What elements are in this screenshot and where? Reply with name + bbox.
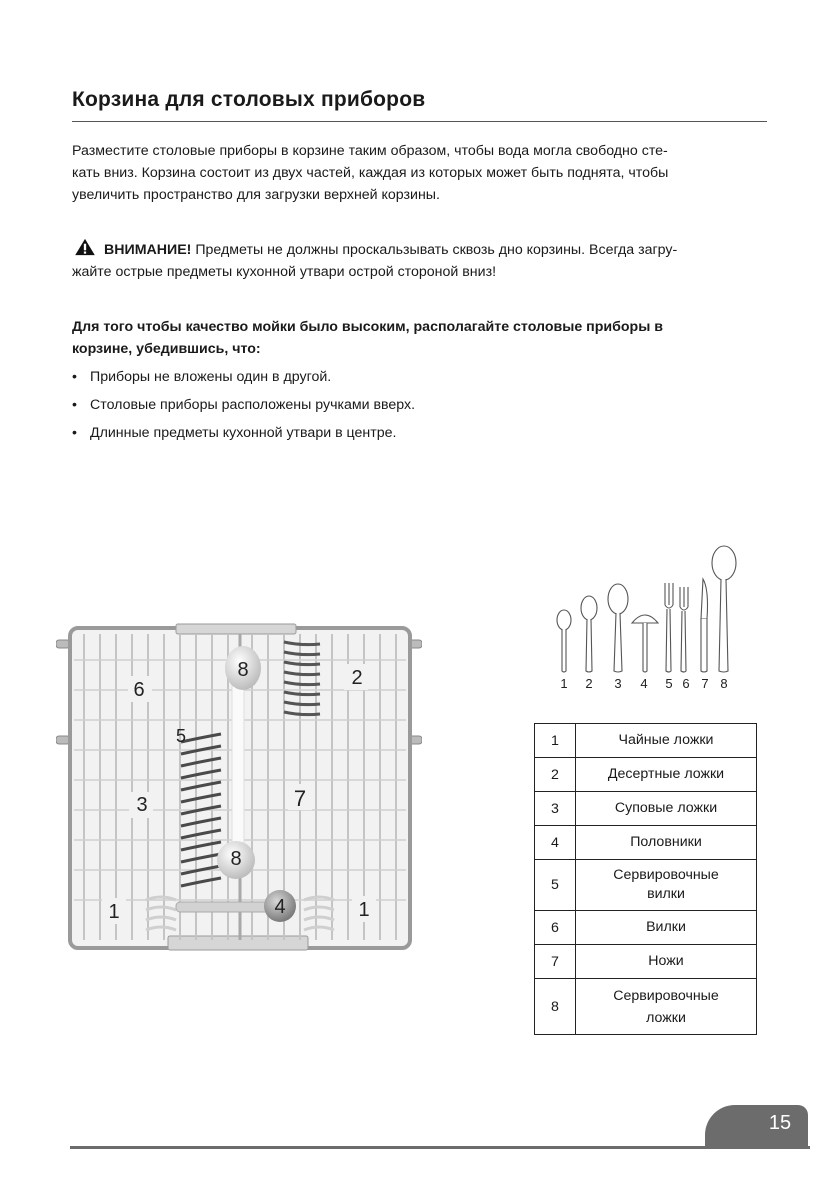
legend-number: 1: [535, 724, 576, 758]
legend-label: [576, 979, 757, 1035]
cutlery-number: 4: [640, 676, 648, 691]
bold-intro-line: корзине, убедившись, что:: [72, 341, 261, 357]
table-row: [535, 945, 757, 979]
list-item: [72, 366, 415, 394]
intro-line: увеличить пространство для загрузки верхней корзины.: [72, 187, 440, 203]
table-row: [535, 758, 757, 792]
warning-icon: [72, 238, 98, 256]
bold-intro: [72, 316, 772, 360]
cutlery-legend-table: [534, 723, 757, 1035]
legend-number: 2: [535, 758, 576, 792]
warning-line-1: [72, 238, 772, 261]
cutlery-number: 3: [614, 676, 622, 691]
cutlery-number: 7: [701, 676, 709, 691]
bullet-mark: •: [72, 397, 77, 413]
basket-label-1-left: 1: [108, 901, 120, 923]
legend-number: 3: [535, 792, 576, 826]
legend-label: Половники: [576, 826, 757, 860]
basket-label-5: 5: [175, 726, 187, 746]
list-item: [72, 394, 415, 422]
warning-block: [72, 238, 772, 283]
legend-label: Ножи: [576, 945, 757, 979]
basket-label-6: 6: [133, 679, 145, 701]
table-row: [535, 826, 757, 860]
basket-label-1-right: 1: [358, 899, 370, 921]
legend-label: [576, 860, 757, 911]
cutlery-basket-illustration: [56, 620, 422, 956]
warning-text: Предметы не должны проскальзывать сквозь дно корзины. Всегда загру-: [191, 242, 678, 258]
page-title: Корзина для столовых приборов: [72, 88, 426, 111]
bullet-list: [72, 366, 415, 450]
warning-label: ВНИМАНИЕ!: [104, 242, 192, 258]
list-item-text: Приборы не вложены один в другой.: [90, 369, 332, 385]
basket-label-4: 4: [274, 896, 286, 918]
legend-label-line: ложки: [646, 1009, 686, 1026]
cutlery-number: 1: [560, 676, 568, 691]
legend-number: 5: [535, 860, 576, 911]
basket-label-8-bottom: 8: [230, 848, 242, 870]
legend-label-line: Сервировочные: [613, 867, 719, 883]
footer-divider: [70, 1146, 810, 1149]
table-row: [535, 860, 757, 911]
title-divider: [72, 121, 767, 122]
legend-label: Суповые ложки: [576, 792, 757, 826]
cutlery-number: 5: [665, 676, 673, 691]
basket-label-7: 7: [293, 786, 307, 811]
table-row: [535, 724, 757, 758]
bullet-mark: •: [72, 369, 77, 385]
intro-paragraph: [72, 140, 762, 206]
bold-intro-line: Для того чтобы качество мойки было высоким, располагайте столовые приборы в: [72, 319, 664, 335]
table-row: [535, 911, 757, 945]
legend-number: 7: [535, 945, 576, 979]
legend-label: Чайные ложки: [576, 724, 757, 758]
legend-label: Десертные ложки: [576, 758, 757, 792]
legend-label-line: Сервировочные: [613, 987, 719, 1004]
legend-number: 6: [535, 911, 576, 945]
basket-label-8-top: 8: [237, 659, 249, 681]
basket-label-2: 2: [351, 667, 363, 689]
legend-number: 8: [535, 979, 576, 1035]
list-item-text: Столовые приборы расположены ручками вверх.: [90, 397, 416, 413]
legend-label: Вилки: [576, 911, 757, 945]
warning-line-2: жайте острые предметы кухонной утвари острой стороной вниз!: [72, 264, 497, 280]
table-row: [535, 792, 757, 826]
table-row: [535, 979, 757, 1035]
list-item-text: Длинные предметы кухонной утвари в центре.: [90, 425, 397, 441]
cutlery-number: 8: [720, 676, 728, 691]
cutlery-number: 6: [682, 676, 690, 691]
cutlery-number: 2: [585, 676, 593, 691]
cutlery-types-illustration: [550, 545, 750, 695]
page-number: 15: [768, 1112, 792, 1134]
basket-label-3: 3: [136, 794, 148, 816]
legend-number: 4: [535, 826, 576, 860]
list-item: [72, 422, 415, 450]
bullet-mark: •: [72, 425, 77, 441]
intro-line: кать вниз. Корзина состоит из двух частей, каждая из которых может быть поднята, чтобы: [72, 165, 669, 181]
legend-label-line: вилки: [647, 886, 685, 902]
intro-line: Разместите столовые приборы в корзине таким образом, чтобы вода могла свободно сте-: [72, 143, 668, 159]
